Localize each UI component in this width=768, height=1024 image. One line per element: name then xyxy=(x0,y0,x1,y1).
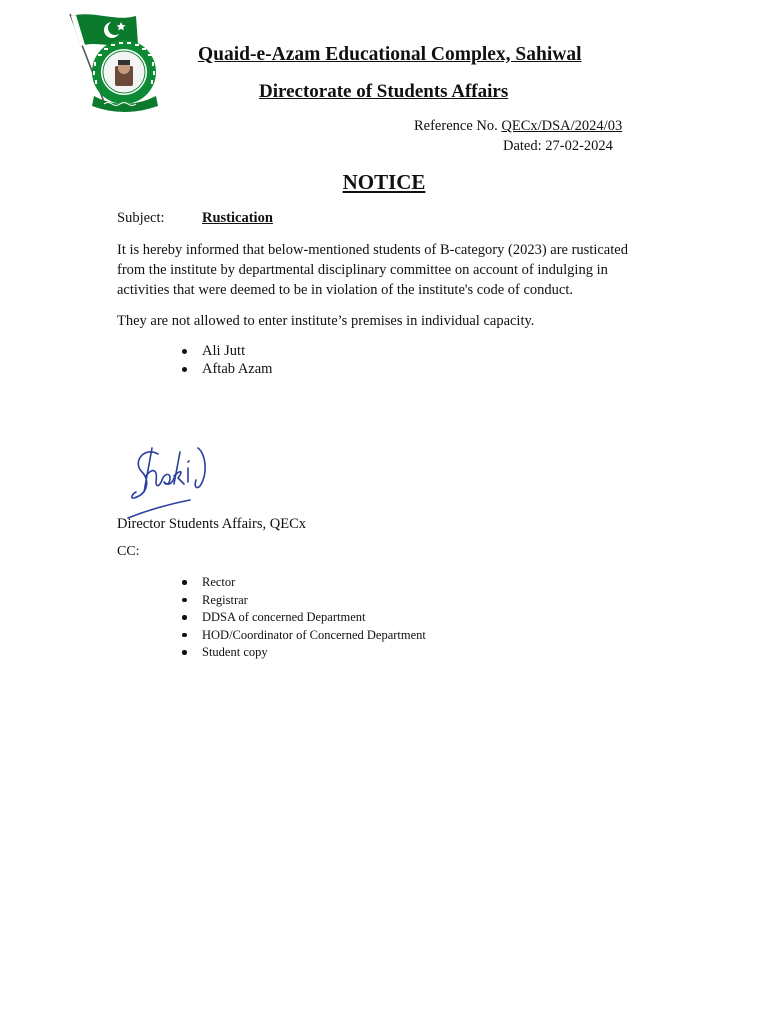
institution-title: Quaid-e-Azam Educational Complex, Sahiwal xyxy=(198,44,582,65)
signature xyxy=(118,440,228,525)
reference-label: Reference No. xyxy=(414,118,498,134)
notice-title: NOTICE xyxy=(342,170,426,194)
signatory-title: Director Students Affairs, QECx xyxy=(117,516,307,532)
list-item: Registrar xyxy=(180,592,426,610)
list-item: Ali Jutt xyxy=(180,343,272,361)
notice-paragraph-1: It is hereby informed that below-mentioned students of B-category (2023) are rusticated from the institute by departmental disciplinary committee on account of indulging in activities that were deemed to be in violation of the institute's code of conduct. xyxy=(117,242,628,298)
directorate-title: Directorate of Students Affairs xyxy=(259,81,509,102)
date-line: Dated: 27-02-2024 xyxy=(503,138,613,154)
crest-icon xyxy=(64,10,168,114)
subject-label: Subject: xyxy=(117,210,165,226)
list-item: Aftab Azam xyxy=(180,361,272,379)
signature-icon xyxy=(118,440,228,525)
list-item: HOD/Coordinator of Concerned Department xyxy=(180,627,426,645)
institution-logo xyxy=(64,10,168,114)
list-item: DDSA of concerned Department xyxy=(180,609,426,627)
notice-paragraph-2: They are not allowed to enter institute’s premises in individual capacity. xyxy=(117,313,535,329)
reference-number: QECx/DSA/2024/03 xyxy=(501,118,623,134)
student-list xyxy=(180,343,272,378)
list-item: Rector xyxy=(180,574,426,592)
list-item: Student copy xyxy=(180,644,426,662)
cc-list xyxy=(180,574,426,662)
subject-value: Rustication xyxy=(202,210,273,226)
cc-label: CC: xyxy=(117,544,140,559)
reference-line xyxy=(414,118,622,135)
